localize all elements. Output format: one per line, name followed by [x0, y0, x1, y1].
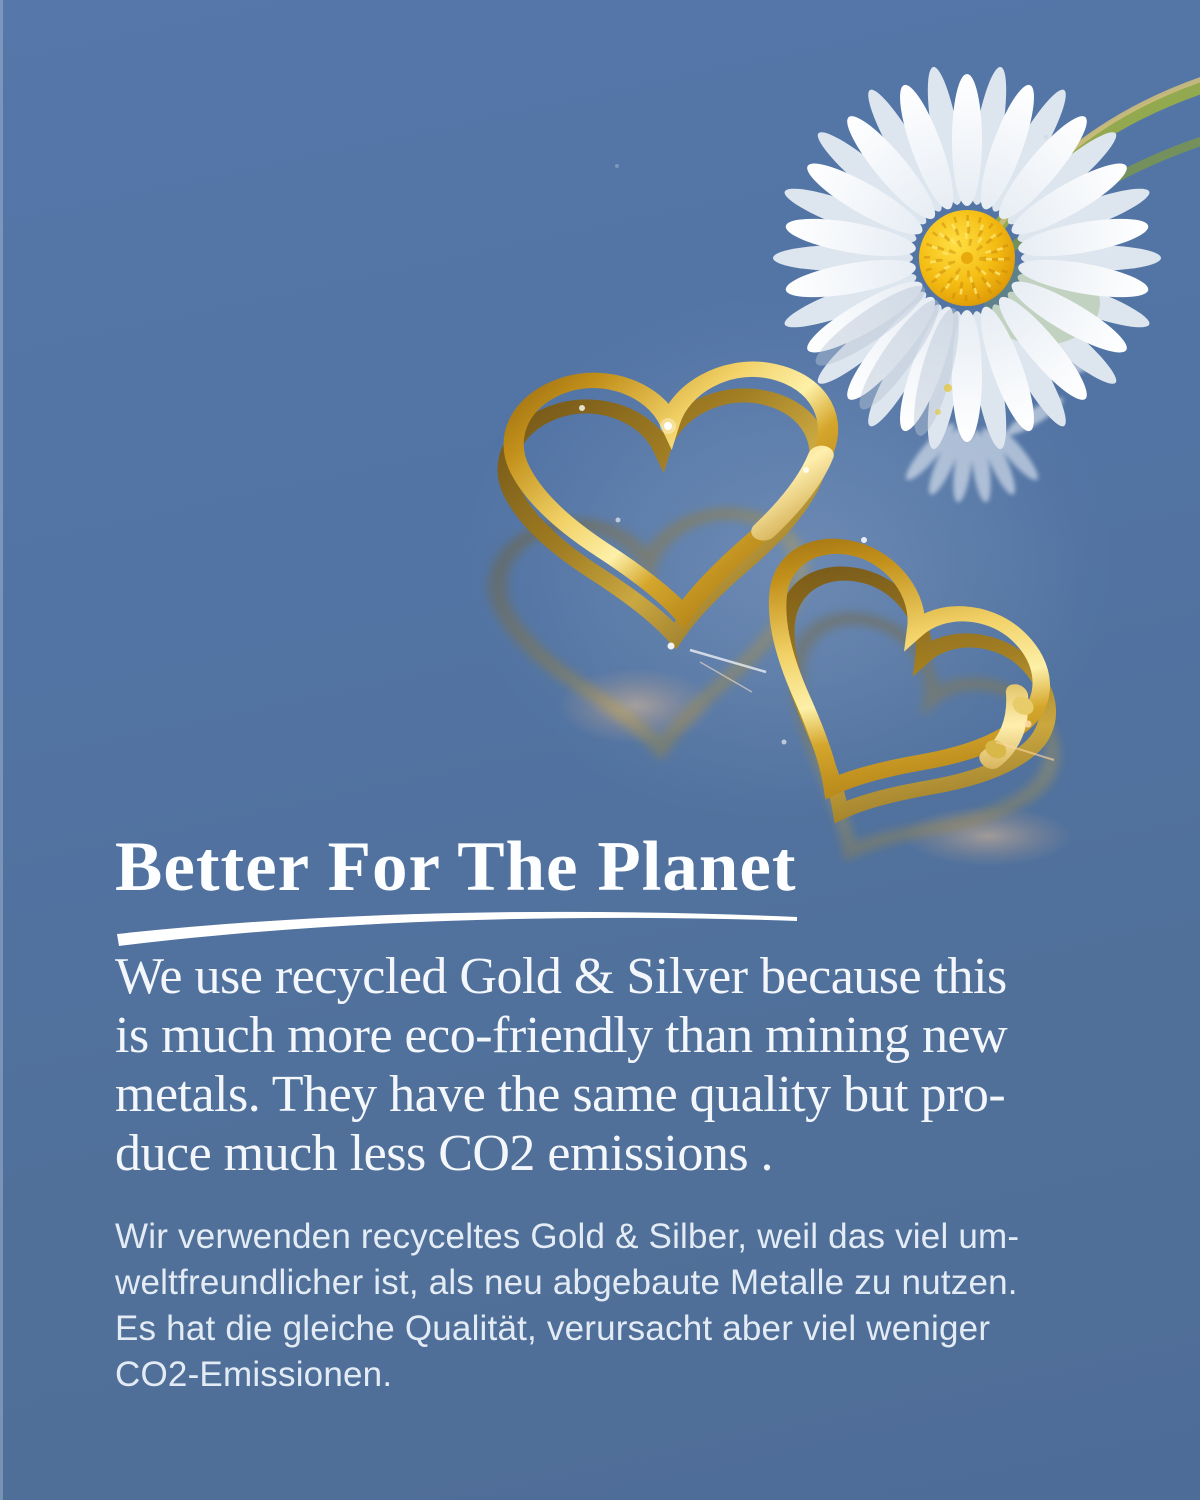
body-de-line: weltfreundlicher ist, als neu abgebaute Metalle zu nutzen. — [115, 1263, 1018, 1302]
body-en-line: is much more eco-friendly than mining new — [115, 1007, 1008, 1064]
text-block — [115, 828, 1145, 1398]
page-title: Better For The Planet — [115, 828, 797, 906]
dust-speck — [615, 164, 619, 168]
daisy-center — [919, 210, 1015, 306]
dust-speck — [1044, 135, 1049, 140]
body-en-line: We use recycled Gold & Silver because this — [115, 948, 1007, 1005]
body-de-line: Es hat die gleiche Qualität, verursacht aber viel weniger — [115, 1309, 991, 1348]
body-english — [115, 947, 1145, 1183]
body-german — [115, 1214, 1145, 1398]
underline-swoosh-icon — [115, 911, 805, 947]
pollen-speck — [935, 409, 941, 415]
body-en-line: duce much less CO2 emissions . — [115, 1125, 774, 1182]
body-de-line: Wir verwenden recyceltes Gold & Silber, weil das viel um- — [115, 1217, 1020, 1256]
body-en-line: metals. They have the same quality but pro- — [115, 1066, 1006, 1123]
pollen-speck — [944, 384, 952, 392]
body-de-line: CO2-Emissionen. — [115, 1355, 393, 1394]
